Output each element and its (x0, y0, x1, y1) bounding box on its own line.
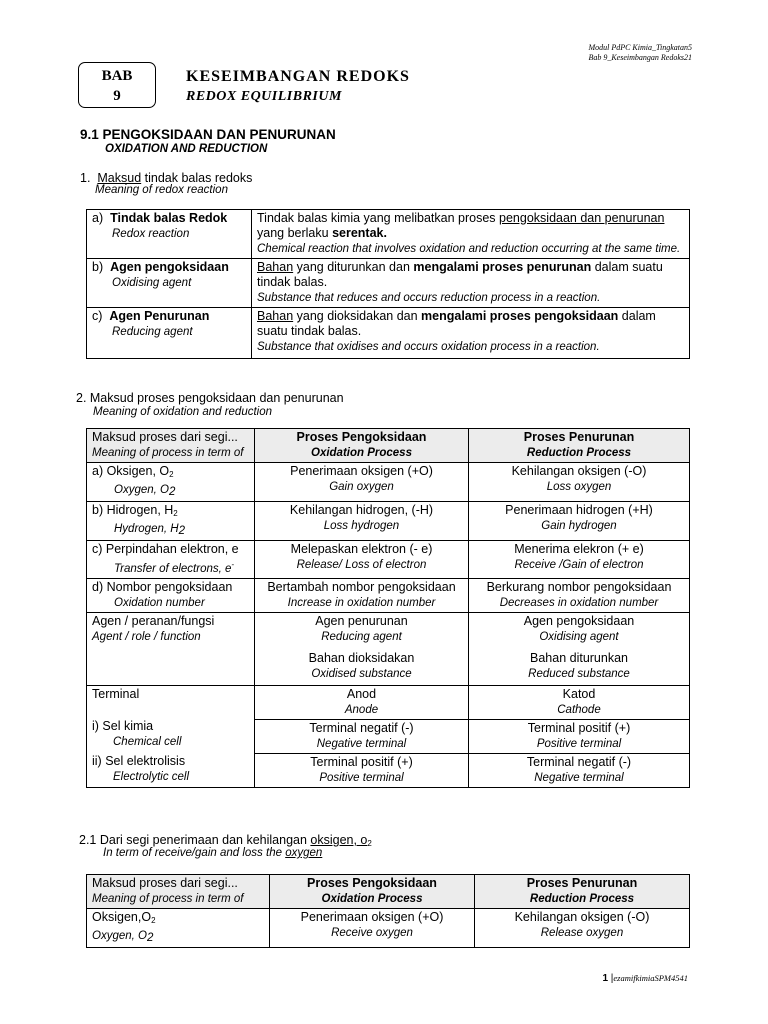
chapter-title: KESEIMBANGAN REDOKS (186, 68, 410, 85)
question-2-1-en: In term of receive/gain and loss the oxygen (103, 847, 323, 859)
question-2-en: Meaning of oxidation and reduction (93, 406, 273, 418)
section-subtitle: OXIDATION AND REDUCTION (105, 143, 268, 155)
table-row: a) Tindak balas Redok Redox reaction Tindak balas kimia yang melibatkan proses pengoksidaan dan penurunan yang berlaku serentak. Chemical reaction that involves oxidation and reduction occurring at the same time. (87, 210, 690, 259)
table-row: Terminal positif (+) Positive terminal Terminal negatif (-) Negative terminal (87, 754, 690, 788)
header-line-1: Modul PdPC Kimia_Tingkatan5 (588, 43, 692, 52)
oxidation-reduction-table (86, 428, 690, 788)
table-row: Agen / peranan/fungsi Agent / role / function Agen penurunan Reducing agent Bahan dioksidakan Oxidised substance Agen pengoksidaan Oxidising agent Bahan diturunkan Reduced substance (87, 613, 690, 686)
chapter-box (78, 62, 156, 108)
running-header (588, 43, 692, 63)
table-row: Terminal negatif (-) Negative terminal Terminal positif (+) Positive terminal (87, 720, 690, 754)
bab-number: 9 (113, 88, 121, 104)
chapter-subtitle: REDOX EQUILIBRIUM (186, 89, 342, 104)
table-row: d) Nombor pengoksidaan Oxidation number Bertambah nombor pengoksidaan Increase in oxidation number Berkurang nombor pengoksidaan Decreases in oxidation number (87, 579, 690, 613)
table-row: Terminal i) Sel kimia Chemical cell ii) Sel elektrolisis Electrolytic cell Anod Anode Katod Cathode (87, 686, 690, 720)
question-1: 1. Maksud tindak balas redoks (80, 171, 253, 185)
table-row: c) Agen Penurunan Reducing agent Bahan yang dioksidakan dan mengalami proses pengoksidaan dalam suatu tindak balas. Substance that oxidises and occurs oxidation process in a reaction. (87, 308, 690, 359)
table-row: a) Oksigen, $O_2$ Oxygen, $O_2$ Penerimaan oksigen (+O) Gain oxygen Kehilangan oksigen (-O) Loss oxygen (87, 463, 690, 502)
table-row: c) Perpindahan elektron, e Transfer of electrons, e- Melepaskan elektron (- e) Release/ Loss of electron Menerima elekron (+ e) Receive /Gain of electron (87, 541, 690, 579)
question-1-en: Meaning of redox reaction (95, 184, 228, 196)
bab-label: BAB (101, 68, 133, 84)
header-line-2: Bab 9_Keseimbangan Redoks21 (588, 53, 692, 62)
question-2: 2. Maksud proses pengoksidaan dan penurunan (76, 391, 344, 405)
table-header-row: Maksud proses dari segi... Meaning of process in term of Proses Pengoksidaan Oxidation Process Proses Penurunan Reduction Process (87, 875, 690, 909)
table-row: b) Agen pengoksidaan Oxidising agent Bahan yang diturunkan dan mengalami proses penurunan dalam suatu tindak balas. Substance that reduces and occurs reduction process in a reaction. (87, 259, 690, 308)
section-title: 9.1 PENGOKSIDAAN DAN PENURUNAN (80, 127, 336, 142)
table-header-row: Maksud proses dari segi... Meaning of process in term of Proses Pengoksidaan Oxidation Process Proses Penurunan Reduction Process (87, 429, 690, 463)
oxygen-table (86, 874, 690, 948)
question-2-1: 2.1 Dari segi penerimaan dan kehilangan oksigen, $o_2$ (79, 833, 372, 848)
definitions-table (86, 209, 690, 359)
page-footer: 1 |ezamifkimiaSPM4541 (602, 973, 688, 984)
table-row: b) Hidrogen, $H_2$ Hydrogen, $H_2$ Kehilangan hidrogen, (-H) Loss hydrogen Penerimaan hidrogen (+H) Gain hydrogen (87, 502, 690, 541)
table-row: $Oksigen,O_2$ Oxygen, $O_2$ Penerimaan oksigen (+O) Receive oxygen Kehilangan oksigen (-O) Release oxygen (87, 909, 690, 948)
